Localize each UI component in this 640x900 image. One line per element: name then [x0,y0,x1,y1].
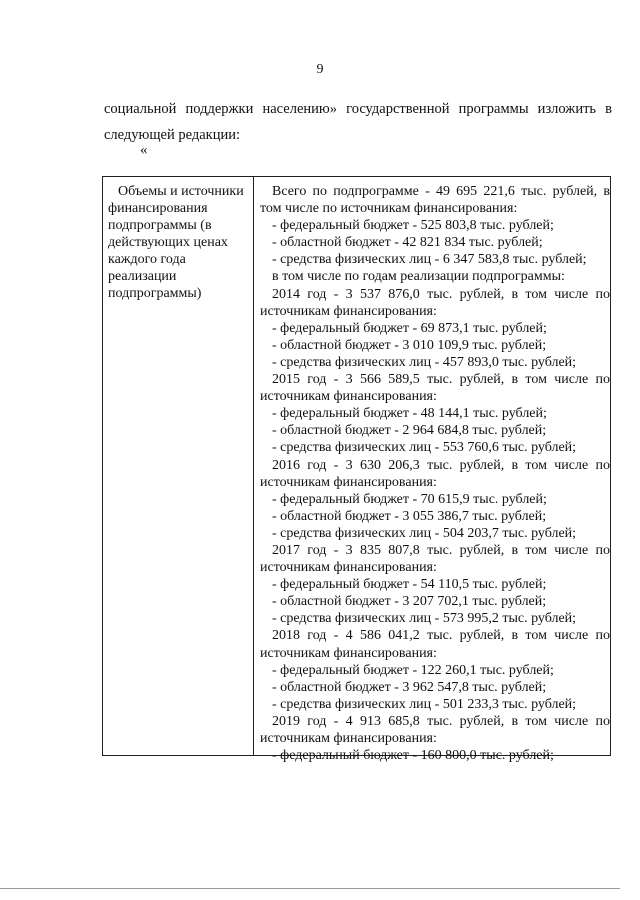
financing-line: - областной бюджет - 3 962 547,8 тыс. рублей; [272,679,547,695]
financing-line: - областной бюджет - 42 821 834 тыс. рублей; [272,235,543,251]
footer-divider [0,888,620,889]
label-line: реализации [108,269,177,284]
financing-line: - федеральный бюджет - 160 800,0 тыс. рублей; [272,748,554,764]
financing-line: - областной бюджет - 3 055 386,7 тыс. рублей; [272,508,547,524]
page-number: 9 [316,62,324,77]
table-left-cell [103,177,254,755]
financing-line: Всего по подпрограмме - 49 695 221,6 тыс. рублей, в [272,184,610,199]
financing-line: - средства физических лиц - 504 203,7 тыс. рублей; [272,525,577,541]
opening-quote: « [140,142,148,158]
financing-line: - федеральный бюджет - 69 873,1 тыс. рублей; [272,320,547,336]
financing-line: в том числе по годам реализации подпрограммы: [272,269,565,285]
intro-line-1: социальной поддержки населению» государственной программы изложить в [104,101,612,117]
financing-line: - федеральный бюджет - 122 260,1 тыс. рублей; [272,662,554,678]
financing-line: - федеральный бюджет - 70 615,9 тыс. рублей; [272,491,547,507]
financing-line: источникам финансирования: [260,389,437,405]
financing-line: источникам финансирования: [260,303,437,319]
financing-line: 2019 год - 4 913 685,8 тыс. рублей, в том числе по [272,713,610,729]
financing-line: 2014 год - 3 537 876,0 тыс. рублей, в том числе по [272,286,610,302]
financing-line: источникам финансирования: [260,474,437,490]
financing-line: - областной бюджет - 2 964 684,8 тыс. рублей; [272,423,547,439]
financing-line: источникам финансирования: [260,645,437,661]
table-right-cell [254,177,610,764]
financing-line: - федеральный бюджет - 48 144,1 тыс. рублей; [272,406,547,422]
financing-line: - областной бюджет - 3 010 109,9 тыс. рублей; [272,337,547,353]
financing-line: - средства физических лиц - 6 347 583,8 тыс. рублей; [272,252,587,268]
intro-paragraph [104,96,612,148]
label-line: финансирования [108,201,208,216]
label-line: подпрограммы) [108,286,202,301]
financing-line: - федеральный бюджет - 54 110,5 тыс. рублей; [272,577,547,593]
financing-line: - средства физических лиц - 457 893,0 тыс. рублей; [272,354,577,370]
financing-table [102,176,611,764]
financing-line: том числе по источникам финансирования: [260,201,518,217]
financing-line: - средства физических лиц - 501 233,3 тыс. рублей; [272,696,577,712]
financing-line: - средства физических лиц - 573 995,2 тыс. рублей; [272,611,577,627]
financing-label [108,183,252,302]
financing-line: - средства физических лиц - 553 760,6 тыс. рублей; [272,440,577,456]
label-line: каждого года [108,252,186,267]
financing-line: источникам финансирования: [260,560,437,576]
financing-line: 2016 год - 3 630 206,3 тыс. рублей, в том числе по [272,457,610,473]
financing-line: 2015 год - 3 566 589,5 тыс. рублей, в том числе по [272,372,610,388]
financing-line: 2018 год - 4 586 041,2 тыс. рублей, в том числе по [272,628,610,644]
intro-line-2: следующей редакции: [104,127,241,143]
financing-line: - федеральный бюджет - 525 803,8 тыс. рублей; [272,218,554,234]
financing-line: - областной бюджет - 3 207 702,1 тыс. рублей; [272,594,547,610]
financing-line: источникам финансирования: [260,731,437,746]
label-line: Объемы и источники [118,184,244,199]
financing-details [260,183,610,764]
label-line: подпрограммы (в [108,218,212,233]
financing-line: 2017 год - 3 835 807,8 тыс. рублей, в том числе по [272,542,610,558]
label-line: действующих ценах [108,235,228,250]
